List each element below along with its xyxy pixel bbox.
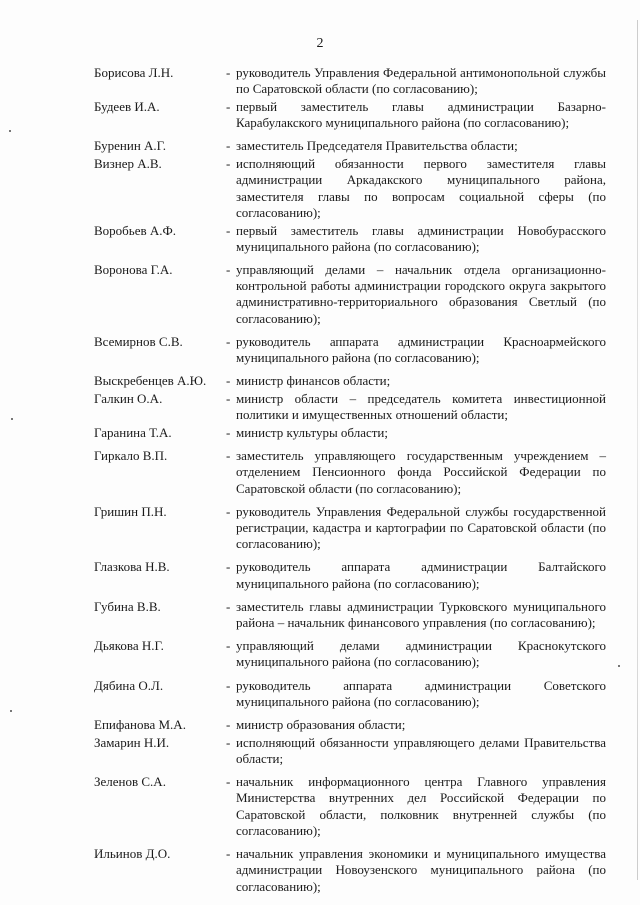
- dash-separator: -: [226, 503, 231, 519]
- list-item: [94, 678, 606, 710]
- dash-separator: -: [226, 598, 231, 614]
- dash-separator: -: [226, 373, 231, 389]
- dash-separator: -: [226, 846, 231, 862]
- member-name: Выскребенцев А.Ю.: [94, 373, 207, 389]
- dash-separator: -: [226, 99, 231, 114]
- list-item: [94, 638, 606, 670]
- member-name: Буренин А.Г.: [94, 138, 166, 154]
- list-item: [94, 65, 606, 97]
- dash-separator: -: [226, 65, 231, 80]
- dash-separator: -: [226, 774, 231, 790]
- member-position: руководитель Управления Федеральной службы государственной регистрации, кадастра и картографии по Саратовской области (по согласованию);: [236, 503, 606, 552]
- member-position: первый заместитель главы администрации Базарно-Карабулакского муниципального района (по согласованию);: [236, 99, 606, 131]
- member-position: министр образования области;: [236, 717, 406, 733]
- member-position: первый заместитель главы администрации Новобурасского муниципального района (по согласованию);: [236, 222, 606, 254]
- member-name: Епифанова М.А.: [94, 717, 186, 733]
- member-position: руководитель аппарата администрации Советского муниципального района (по согласованию);: [236, 677, 606, 709]
- list-item: [94, 448, 606, 497]
- member-position: министр культуры области;: [236, 425, 389, 441]
- dash-separator: -: [226, 559, 231, 575]
- member-name: Глазкова Н.В.: [94, 559, 170, 575]
- list-item: [94, 262, 606, 327]
- member-position: заместитель управляющего государственным учреждением – отделением Пенсионного фонда Российской Федерации по Саратовской области (по согласованию);: [236, 448, 606, 496]
- scan-edge: [637, 20, 638, 880]
- list-item: [94, 391, 606, 423]
- list-item: [94, 373, 606, 389]
- member-position: заместитель Председателя Правительства области;: [236, 138, 518, 154]
- dash-separator: -: [226, 638, 231, 654]
- member-position: начальник управления экономики и муниципального имущества администрации Новоузенского муниципального района (по согласованию);: [236, 846, 606, 894]
- member-name: Губина В.В.: [94, 598, 161, 614]
- dash-separator: -: [226, 138, 231, 154]
- member-position: руководитель Управления Федеральной антимонопольной службы по Саратовской области (по согласованию);: [236, 65, 606, 97]
- member-position: управляющий делами – начальник отдела организационно-контрольной работы администрации городского округа закрытого административно-территориального образования Светлый (по согласованию);: [236, 262, 606, 326]
- member-name: Визнер А.В.: [94, 156, 162, 172]
- list-item: [94, 223, 606, 255]
- list-item: [94, 425, 606, 441]
- scan-speck: [9, 130, 11, 132]
- dash-separator: -: [226, 156, 231, 172]
- member-name: Ильинов Д.О.: [94, 846, 171, 862]
- dash-separator: -: [226, 717, 231, 733]
- dash-separator: -: [226, 425, 231, 441]
- member-name: Гришин П.Н.: [94, 503, 167, 519]
- list-item: [94, 735, 606, 767]
- dash-separator: -: [226, 677, 231, 693]
- member-name: Будеев И.А.: [94, 99, 160, 114]
- member-name: Гиркало В.П.: [94, 448, 168, 464]
- list-item: [94, 99, 606, 131]
- member-position: руководитель аппарата администрации Красноармейского муниципального района (по согласованию);: [236, 333, 606, 366]
- member-position: руководитель аппарата администрации Балтайского муниципального района (по согласованию);: [236, 559, 606, 591]
- scan-speck: [618, 665, 620, 667]
- dash-separator: -: [226, 262, 231, 278]
- member-position: управляющий делами администрации Краснокутского муниципального района (по согласованию);: [236, 638, 606, 670]
- page-number: 2: [316, 36, 324, 51]
- member-position: министр финансов области;: [236, 373, 391, 389]
- list-item: [94, 774, 606, 839]
- list-item: [94, 599, 606, 631]
- dash-separator: -: [226, 333, 231, 349]
- dash-separator: -: [226, 391, 231, 407]
- list-item: [94, 334, 606, 366]
- member-position: министр области – председатель комитета инвестиционной политики и имущественных отношений области;: [236, 391, 606, 423]
- list-item: [94, 156, 606, 221]
- list-item: [94, 504, 606, 553]
- member-list: [94, 65, 606, 896]
- member-position: заместитель главы администрации Турковского муниципального района – начальник финансового управления (по согласованию);: [236, 598, 606, 631]
- member-name: Борисова Л.Н.: [94, 65, 174, 80]
- scan-speck: [11, 418, 13, 420]
- list-item: [94, 717, 606, 733]
- list-item: [94, 846, 606, 895]
- member-name: Дьякова Н.Г.: [94, 638, 164, 654]
- member-position: исполняющий обязанности первого заместителя главы администрации Аркадакского муниципального района, заместителя главы по вопросам социальной сферы (по согласованию);: [236, 156, 606, 220]
- member-name: Замарин Н.И.: [94, 734, 170, 750]
- member-name: Зеленов С.А.: [94, 774, 166, 790]
- member-name: Гаранина Т.А.: [94, 425, 172, 441]
- member-name: Галкин О.А.: [94, 391, 163, 407]
- dash-separator: -: [226, 222, 231, 238]
- member-name: Дябина О.Л.: [94, 677, 164, 693]
- list-item: [94, 559, 606, 591]
- member-name: Воробьев А.Ф.: [94, 222, 177, 238]
- dash-separator: -: [226, 448, 231, 464]
- scan-speck: [10, 710, 12, 712]
- member-position: начальник информационного центра Главного управления Министерства внутренних дел Российской Федерации по Саратовской области, полковник внутренней службы (по согласованию);: [236, 774, 606, 838]
- member-name: Всемирнов С.В.: [94, 333, 183, 349]
- member-name: Воронова Г.А.: [94, 262, 173, 278]
- list-item: [94, 138, 606, 154]
- dash-separator: -: [226, 734, 231, 750]
- member-position: исполняющий обязанности управляющего делами Правительства области;: [236, 734, 606, 767]
